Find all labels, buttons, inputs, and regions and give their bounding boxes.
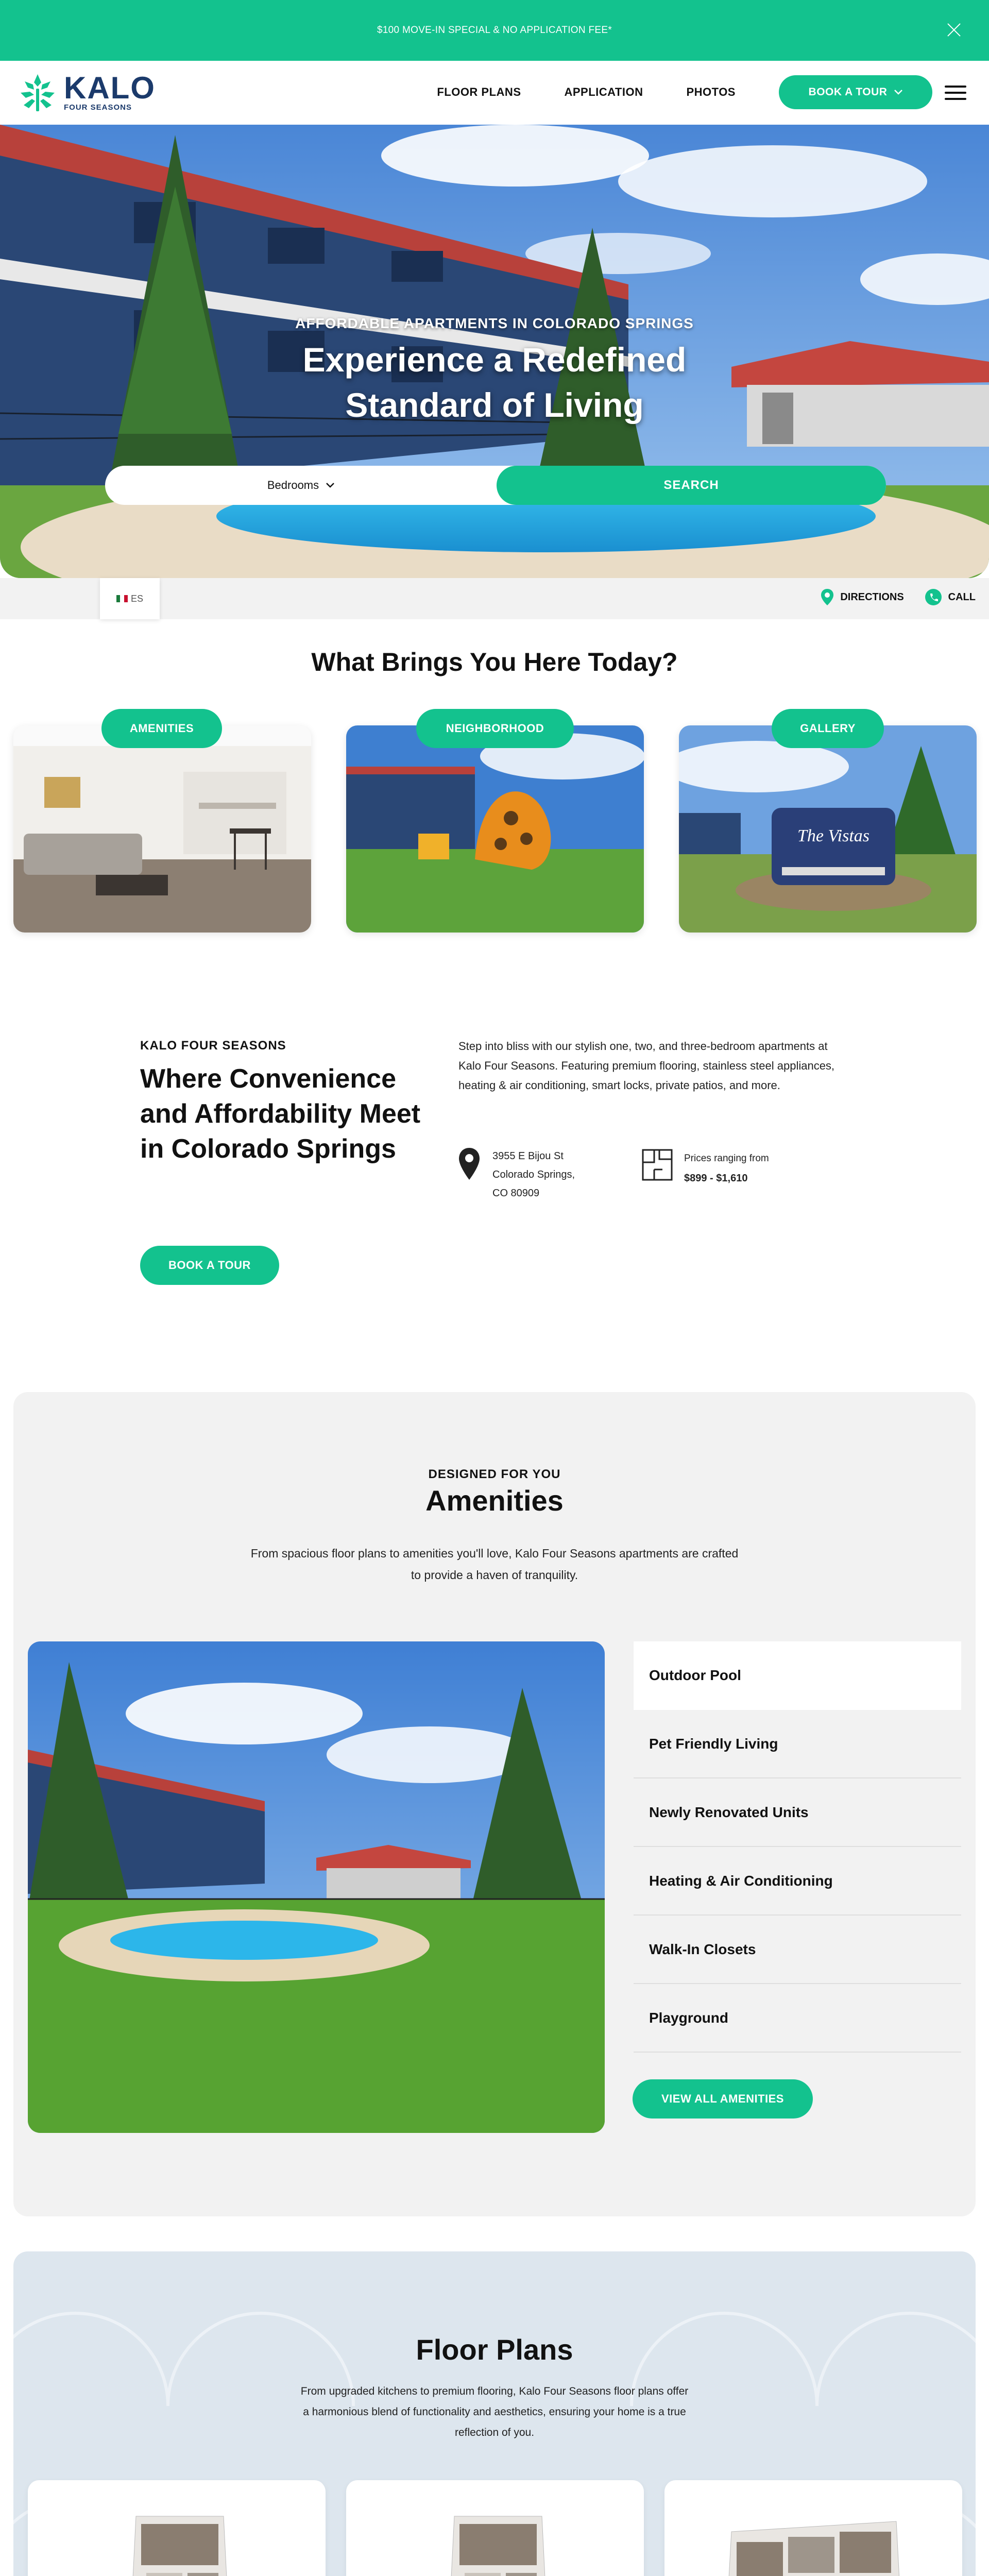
hero-kicker: AFFORDABLE APARTMENTS IN COLORADO SPRINGS <box>295 315 694 331</box>
explore-title: What Brings You Here Today? <box>311 648 678 676</box>
chevron-down-icon <box>326 483 334 488</box>
neighborhood-pill-button[interactable]: NEIGHBORHOOD <box>416 709 574 748</box>
floorplans-description: From upgraded kitchens to premium flooring, Kalo Four Seasons floor plans offer a harmonious blend of functionality and aesthetics, ensuring your home is a true reflection of you. <box>300 2385 689 2438</box>
call-label: CALL <box>948 591 976 603</box>
gallery-card-image[interactable] <box>679 725 977 933</box>
view-all-amenities-button[interactable]: VIEW ALL AMENITIES <box>633 2079 813 2119</box>
address-line2: Colorado Springs, <box>492 1169 575 1180</box>
amenity-item[interactable]: Pet Friendly Living <box>634 1710 961 1778</box>
amenities-kicker: DESIGNED FOR YOU <box>428 1467 561 1481</box>
utility-bar <box>0 578 989 619</box>
sign-photo <box>679 725 977 933</box>
living-room-photo <box>13 725 311 933</box>
logo-text: KALO <box>64 70 156 105</box>
directions-label: DIRECTIONS <box>840 591 904 603</box>
address-block[interactable] <box>457 1147 575 1202</box>
amenity-item[interactable]: Playground <box>634 1984 961 2053</box>
floorplan-render <box>393 2501 599 2576</box>
about-kicker: KALO FOUR SEASONS <box>140 1039 286 1053</box>
logo-subtext: FOUR SEASONS <box>64 103 132 112</box>
price-block <box>642 1149 769 1189</box>
hamburger-icon[interactable] <box>945 86 966 102</box>
address-line3: CO 80909 <box>492 1188 540 1199</box>
phone-icon <box>925 588 942 606</box>
neighborhood-card-image[interactable] <box>346 725 644 933</box>
map-pin-icon <box>821 588 834 606</box>
promo-bar <box>0 0 989 61</box>
search-bar <box>105 466 886 505</box>
bedrooms-select[interactable] <box>105 466 497 505</box>
about-body: Step into bliss with our stylish one, two, and three-bedroom apartments at Kalo Four Seasons. Featuring premium flooring, stainless steel appliances, heating & air conditioning, smart locks, private patios, and more. <box>458 1040 835 1092</box>
site-header <box>0 61 989 125</box>
floorplan-render <box>711 2501 917 2576</box>
nav-photos[interactable]: PHOTOS <box>686 86 736 98</box>
amenity-item[interactable]: Outdoor Pool <box>634 1641 961 1710</box>
hero-title <box>0 337 989 428</box>
floorplans-title: Floor Plans <box>416 2333 573 2366</box>
floorplan-card[interactable] <box>346 2480 644 2576</box>
logo[interactable] <box>19 72 156 112</box>
svg-text:The Vistas: The Vistas <box>797 826 870 845</box>
floorplan-render <box>74 2501 280 2576</box>
chevron-down-icon <box>894 90 902 95</box>
playground-photo <box>346 725 644 933</box>
price-label: Prices ranging from <box>684 1153 769 1164</box>
nav-application[interactable]: APPLICATION <box>564 86 643 98</box>
close-icon[interactable] <box>945 21 963 39</box>
promo-text[interactable]: $100 MOVE-IN SPECIAL & NO APPLICATION FEE* <box>377 25 612 36</box>
nav-floor-plans[interactable]: FLOOR PLANS <box>437 86 521 98</box>
pool-photo <box>28 1641 605 2133</box>
amenity-item[interactable]: Newly Renovated Units <box>634 1778 961 1847</box>
logo-wordmark <box>64 70 156 112</box>
book-tour-button[interactable] <box>779 75 932 109</box>
map-pin-icon <box>457 1147 481 1181</box>
amenities-card-image[interactable] <box>13 725 311 933</box>
hero-title-line1: Experience a Redefined <box>302 341 687 379</box>
amenities-pill-button[interactable]: AMENITIES <box>101 709 222 748</box>
logo-mark-icon <box>19 72 57 112</box>
amenities-title: Amenities <box>425 1484 564 1517</box>
amenity-item[interactable]: Walk-In Closets <box>634 1916 961 1984</box>
language-switcher[interactable] <box>100 578 160 619</box>
language-label: ES <box>130 593 143 604</box>
mexico-flag-icon <box>116 595 128 602</box>
main-nav <box>437 75 932 109</box>
about-title: Where Convenience and Affordability Meet in Colorado Springs <box>140 1064 421 1164</box>
amenities-description: From spacious floor plans to amenities you'll love, Kalo Four Seasons apartments are crafted to provide a haven of tranquility. <box>250 1547 739 1582</box>
floorplan-icon <box>642 1149 673 1181</box>
search-button[interactable]: SEARCH <box>497 466 886 505</box>
hero-title-line2: Standard of Living <box>345 386 644 424</box>
directions-link[interactable] <box>821 588 903 606</box>
utility-links <box>821 588 976 606</box>
gallery-pill-button[interactable]: GALLERY <box>772 709 884 748</box>
address-line1: 3955 E Bijou St <box>492 1150 564 1162</box>
book-tour-button-secondary[interactable]: BOOK A TOUR <box>140 1246 279 1285</box>
hero <box>0 125 989 578</box>
amenities-list <box>634 1641 961 2053</box>
amenity-item[interactable]: Heating & Air Conditioning <box>634 1847 961 1916</box>
floorplan-card[interactable] <box>664 2480 962 2576</box>
amenity-photo <box>28 1641 605 2133</box>
floorplan-card[interactable] <box>28 2480 326 2576</box>
price-range: $899 - $1,610 <box>684 1173 748 1184</box>
bedrooms-select-label: Bedrooms <box>267 479 319 492</box>
book-tour-label: BOOK A TOUR <box>808 86 888 98</box>
call-link[interactable] <box>925 588 976 606</box>
